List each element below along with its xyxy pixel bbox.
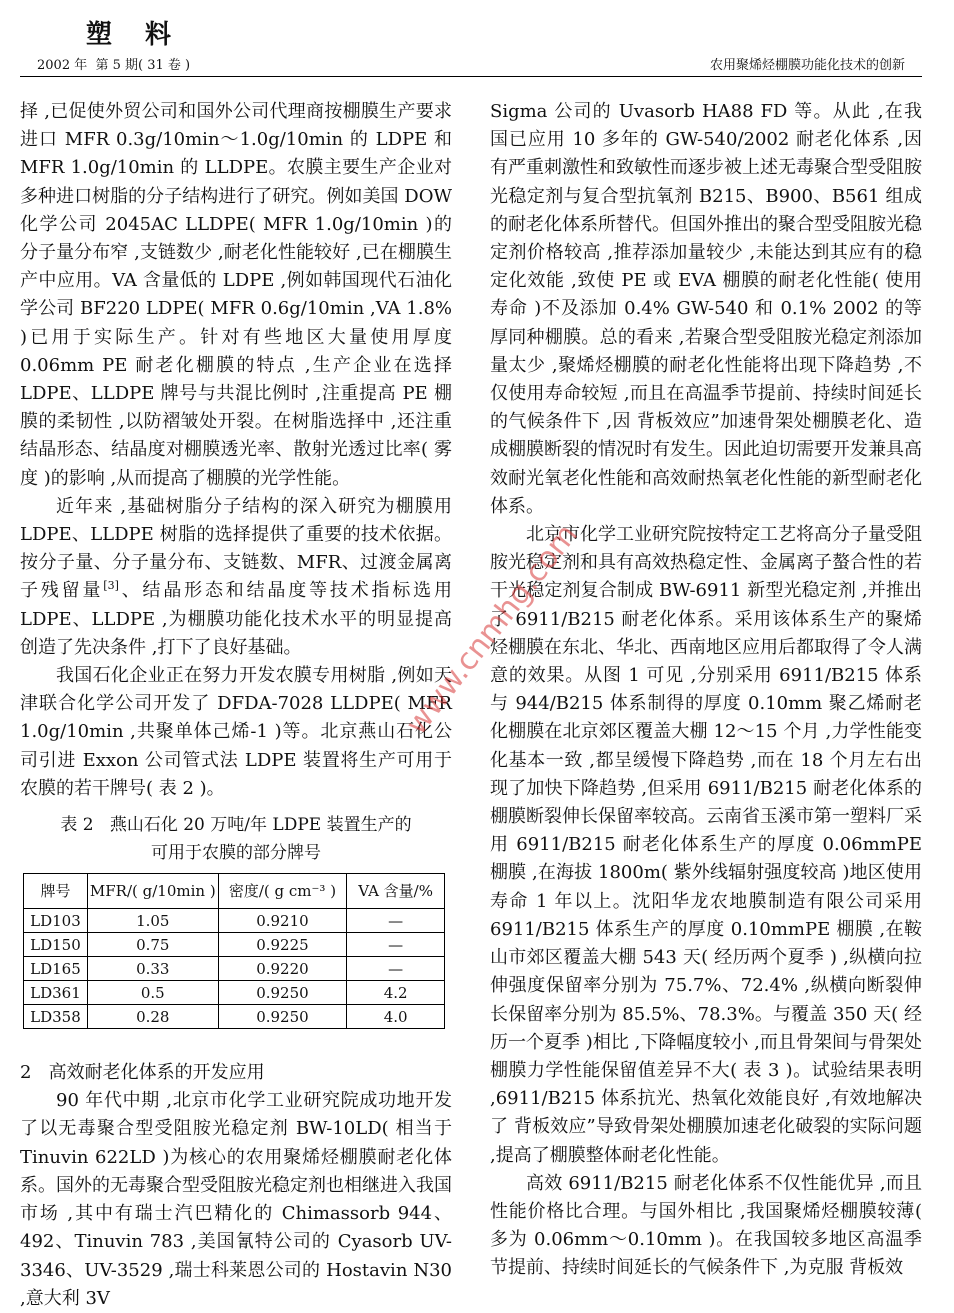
watermark: www.cnmhg.com [399,517,585,742]
paragraph: 90 年代中期 ,北京市化学工业研究院成功地开发了以无毒聚合型受阻胺光稳定剂 BW-10LD( 相当于 Tinuvin 622LD )为核心的农用聚烯烃棚膜耐老化体系。国外的无毒聚合型受阻胺光稳定剂也相继进入我国市场 ,其中有瑞士汽巴精化的 Chimassorb 944、492、Tinuvin 783 ,美国氰特公司的 Cyasorb UV-3346、UV-3529 ,瑞士科莱恩公司的 Hostavin N30 ,意大利 3V [20,1090,452,1309]
running-title: 农用聚烯烃棚膜功能化技术的创新 [709,58,905,73]
table-cell: — [347,933,445,957]
table-cell: — [347,909,445,933]
header-rule [20,76,922,77]
paragraph-text: 近年来 ,基础树脂分子结构的深入研究为棚膜用 LDPE、LLDPE 树脂的选择提供了重要的技术依据。按分子量、分子量分布、支链数、MFR、过渡金属离子残留量 [20,495,452,602]
issue-info: 2002 年 第 5 期( 31 卷 ) [37,58,191,73]
table-header: VA 含量/% [347,874,445,909]
table-caption [20,811,452,867]
table-row [24,909,445,933]
table-cell: LD358 [24,1005,88,1029]
left-column [20,98,452,1309]
paragraph-text: 、结晶形态和结晶度等技术指标选用 LDPE、LLDPE ,为棚膜功能化技术水平的明显提高创造了先决条件 ,打下了良好基础。 [20,580,452,658]
table-row [24,933,445,957]
table-cell: 0.9250 [218,1005,347,1029]
paragraph: 择 ,已促使外贸公司和国外公司代理商按棚膜生产要求 进口 MFR 0.3g/10min～1.0g/10min 的 LDPE 和 MFR 1.0g/10min 的 LLDPE。农膜主要生产企业对多种进口树脂的分子结构进行了研究。例如美国 DOW 化学公司 2045AC LLDPE( MFR 1.0g/10min )的分子量分布窄 ,支链数少 ,耐老化性能较好 ,已在棚膜生产中应用。VA 含量低的 LDPE ,例如韩国现代石油化学公司 BF220 LDPE( MFR 0.6g/10min ,VA 1.8% )已用于实际生产。针对有些地区大量使用厚度 0.06mm PE 耐老化棚膜的特点 ,生产企业在选择 LDPE、LLDPE 牌号与共混比例时 ,注重提高 PE 棚膜的柔韧性 ,以防褶皱处开裂。在树脂选择中 ,还注重结晶形态、结晶度对棚膜透光率、散射光透过比率( 雾度 )的影响 ,从而提高了棚膜的光学性能。 [20,101,452,489]
paragraph [20,493,452,662]
table-cell: LD165 [24,957,88,981]
paragraph: Sigma 公司的 Uvasorb HA88 FD 等。从此 ,在我国已应用 10 多年的 GW-540/2002 耐老化体系 ,因有严重刺激性和致敏性而逐步被上述无毒聚合型受阻胺光稳定剂与复合型抗氧剂 B215、B900、B561 组成的耐老化体系所替代。但国外推出的聚合型受阻胺光稳定剂价格较高 ,推荐添加量较少 ,未能达到其应有的稳定化效能 ,致使 PE 或 EVA 棚膜的耐老化性能( 使用寿命 )不及添加 0.4% GW-540 和 0.1% 2002 的等厚同种棚膜。总的看来 ,若聚合型受阻胺光稳定剂添加量太少 ,聚烯烃棚膜的耐老化性能将出现下降趋势 ,不仅使用寿命较短 ,而且在高温季节提前、持续时间延长的气候条件下 ,因 背板效应”加速骨架处棚膜老化、造成棚膜断裂的情况时有发生。因此迫切需要开发兼具高效耐光氧老化性能和高效耐热氧老化性能的新型耐老化体系。 [490,101,922,517]
table-cell: 0.9220 [218,957,347,981]
table-cell: LD150 [24,933,88,957]
table-cell: 0.28 [87,1005,218,1029]
table-row [24,981,445,1005]
paragraph: 我国石化企业正在努力开发农膜专用树脂 ,例如天津联合化学公司开发了 DFDA-7028 LLDPE( MFR 1.0g/10min ,共聚单体己烯-1 )等。北京燕山石化公司引进 Exxon 公司管式法 LDPE 装置将生产可用于农膜的若干牌号( 表 2 )。 [20,665,452,799]
table-row [24,1005,445,1029]
table-cell: LD103 [24,909,88,933]
table-header: 密度/( g cm⁻³ ) [218,874,347,909]
table-header: MFR/( g/10min ) [87,874,218,909]
table-cell: LD361 [24,981,88,1005]
table-cell: 1.05 [87,909,218,933]
table-header-row [24,874,445,909]
paragraph: 北京市化学工业研究院按特定工艺将高分子量受阻胺光稳定剂和具有高效热稳定性、金属离子螯合性的若干光稳定剂复合制成 BW-6911 新型光稳定剂 ,并推出了 6911/B215 耐老化体系。采用该体系生产的聚烯烃棚膜在东北、华北、西南地区应用后都取得了令人满意的效果。从图 1 可见 ,分别采用 6911/B215 体系与 944/B215 体系制得的厚度 0.10mm 聚乙烯耐老化棚膜在北京郊区覆盖大棚 12～15 个月 ,力学性能变化基本一致 ,都呈缓慢下降趋势 ,而在 18 个月左右出现了加快下降趋势 ,但采用 6911/B215 耐老化体系的棚膜断裂伸长保留率较高。云南省玉溪市第一塑料厂采用 6911/B215 耐老化体系生产的厚度 0.06mmPE 棚膜 ,在海拔 1800m( 紫外线辐射强度较高 )地区使用寿命 1 年以上。沈阳华龙农地膜制造有限公司采用 6911/B215 体系生产的厚度 0.10mmPE 棚膜 ,在鞍山市郊区覆盖大棚 543 天( 经历两个夏季 ) ,纵横向拉伸强度保留率分别为 75.7%、72.4% ,纵横向断裂伸长保留率分别为 85.5%、78.3%。与覆盖 350 天( 经历一个夏季 )相比 ,下降幅度较小 ,而且骨架间与骨架处棚膜力学性能保留值差异不大( 表 3 )。试验结果表明 ,6911/B215 体系抗光、热氧化效能良好 ,有效地解决了 背板效应”导致骨架处棚膜加速老化破裂的实际问题 ,提高了棚膜整体耐老化性能。 [490,524,922,1166]
grade-table [23,873,445,1029]
table-row [24,957,445,981]
journal-title: 塑 料 [86,20,184,50]
table-caption-line: 可用于农膜的部分牌号 [151,843,321,864]
paragraph: 高效 6911/B215 耐老化体系不仅性能优异 ,而且性能价格比合理。与国外相比 ,我国聚烯烃棚膜较薄( 多为 0.06mm～0.10mm )。在我国较多地区高温季节提前、持续时间延长的气候条件下 ,为克服 背板效 [490,1172,922,1279]
table-cell: 0.9225 [218,933,347,957]
table-cell: — [347,957,445,981]
table-cell: 0.9250 [218,981,347,1005]
section-heading: 2 高效耐老化体系的开发应用 [20,1062,265,1084]
table-cell: 0.33 [87,957,218,981]
citation-ref: [3] [103,579,119,593]
table-caption-line: 表 2 燕山石化 20 万吨/年 LDPE 装置生产的 [60,815,412,836]
table-cell: 0.5 [87,981,218,1005]
table-cell: 0.9210 [218,909,347,933]
table-cell: 0.75 [87,933,218,957]
table-cell: 4.2 [347,981,445,1005]
table-header: 牌号 [24,874,88,909]
table-cell: 4.0 [347,1005,445,1029]
right-column [490,98,922,1279]
